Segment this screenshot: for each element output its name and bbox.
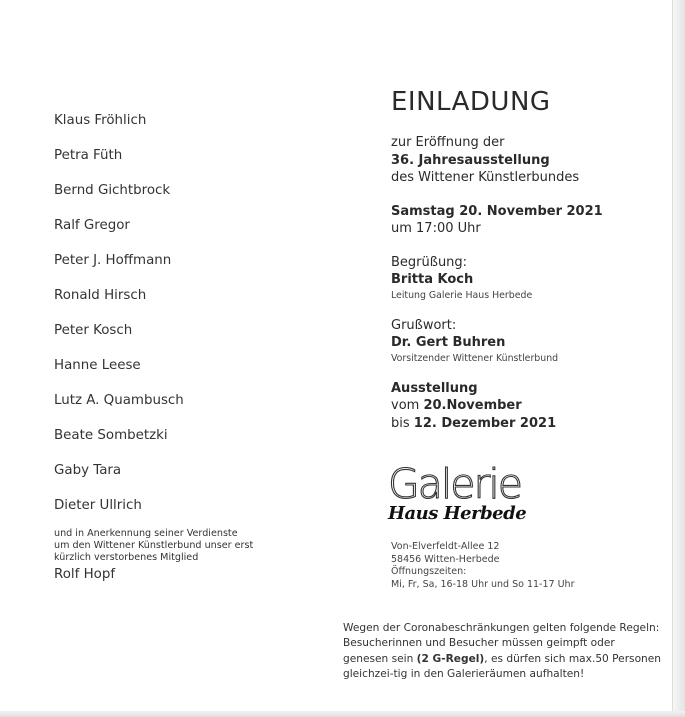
corona-notice: Wegen der Coronabeschränkungen gelten folgende Regeln: Besucherinnen und Besucher müssen geimpft oder genesen sein (2 G-Regel), es dürfen sich max.50 Personen gleichzei-tig in den Galerieräumen aufhalten! — [343, 622, 661, 681]
memorial-line: um den Wittener Künstlerbund unser erst — [54, 540, 254, 552]
date-block — [391, 203, 676, 238]
artist-name: Lutz A. Quambusch — [54, 393, 184, 408]
artist-name: Klaus Fröhlich — [54, 113, 147, 128]
artist-name: Peter Kosch — [54, 323, 133, 338]
page-bottom-edge — [0, 711, 685, 717]
artist-name: Hanne Leese — [54, 358, 141, 373]
intro-line: zur Eröffnung der — [391, 135, 505, 150]
opening-hours: Mi, Fr, Sa, 16-18 Uhr und So 11-17 Uhr — [391, 578, 575, 590]
greeting-label: Grußwort: — [391, 317, 457, 333]
rule-badge: (2 G-Regel) — [416, 652, 485, 665]
artist-name: Ralf Gregor — [54, 218, 130, 233]
welcome-label: Begrüßung: — [391, 254, 468, 270]
gallery-address — [391, 541, 574, 591]
invitation-column — [391, 86, 676, 432]
greeting-speaker: Dr. Gert Buhren — [391, 335, 506, 350]
exhibition-period — [391, 380, 676, 433]
memorial-note — [54, 528, 253, 584]
invitation-title: EINLADUNG — [391, 87, 551, 117]
intro-block — [391, 134, 676, 187]
logo-subtitle: Haus Herbede — [388, 503, 527, 524]
welcome-block — [391, 254, 676, 302]
artist-name: Dieter Ullrich — [54, 498, 142, 513]
greeting-block — [391, 317, 676, 365]
welcome-role: Leitung Galerie Haus Herbede — [391, 289, 533, 301]
memorial-line: kürzlich verstorbenes Mitglied — [54, 552, 199, 564]
exhibition-name: 36. Jahresausstellung — [391, 152, 550, 168]
opening-hours-label: Öffnungszeiten: — [391, 566, 467, 578]
event-date: Samstag 20. November 2021 — [391, 203, 603, 219]
welcome-speaker: Britta Koch — [391, 272, 474, 287]
artist-list — [54, 110, 184, 530]
exhibition-to: bis 12. Dezember 2021 — [391, 415, 557, 431]
artist-name: Petra Füth — [54, 148, 123, 163]
exhibition-from: vom 20.November — [391, 398, 522, 413]
artist-name: Peter J. Hoffmann — [54, 253, 172, 268]
address-street: Von-Elverfeldt-Allee 12 — [391, 541, 500, 552]
memorial-name: Rolf Hopf — [54, 566, 116, 582]
intro-line: des Wittener Künstlerbundes — [391, 170, 580, 185]
address-city: 58456 Witten-Herbede — [391, 553, 500, 565]
event-time: um 17:00 Uhr — [391, 221, 481, 236]
exhibition-label: Ausstellung — [391, 380, 478, 396]
galerie-logo — [388, 462, 528, 532]
artist-name: Gaby Tara — [54, 463, 122, 478]
greeting-role: Vorsitzender Wittener Künstlerbund — [391, 352, 559, 364]
logo-word: Galerie — [388, 460, 521, 508]
artist-name: Ronald Hirsch — [54, 288, 147, 303]
artist-name: Beate Sombetzki — [54, 428, 168, 443]
artist-name: Bernd Gichtbrock — [54, 183, 171, 198]
memorial-line: und in Anerkennung seiner Verdienste — [54, 528, 238, 539]
